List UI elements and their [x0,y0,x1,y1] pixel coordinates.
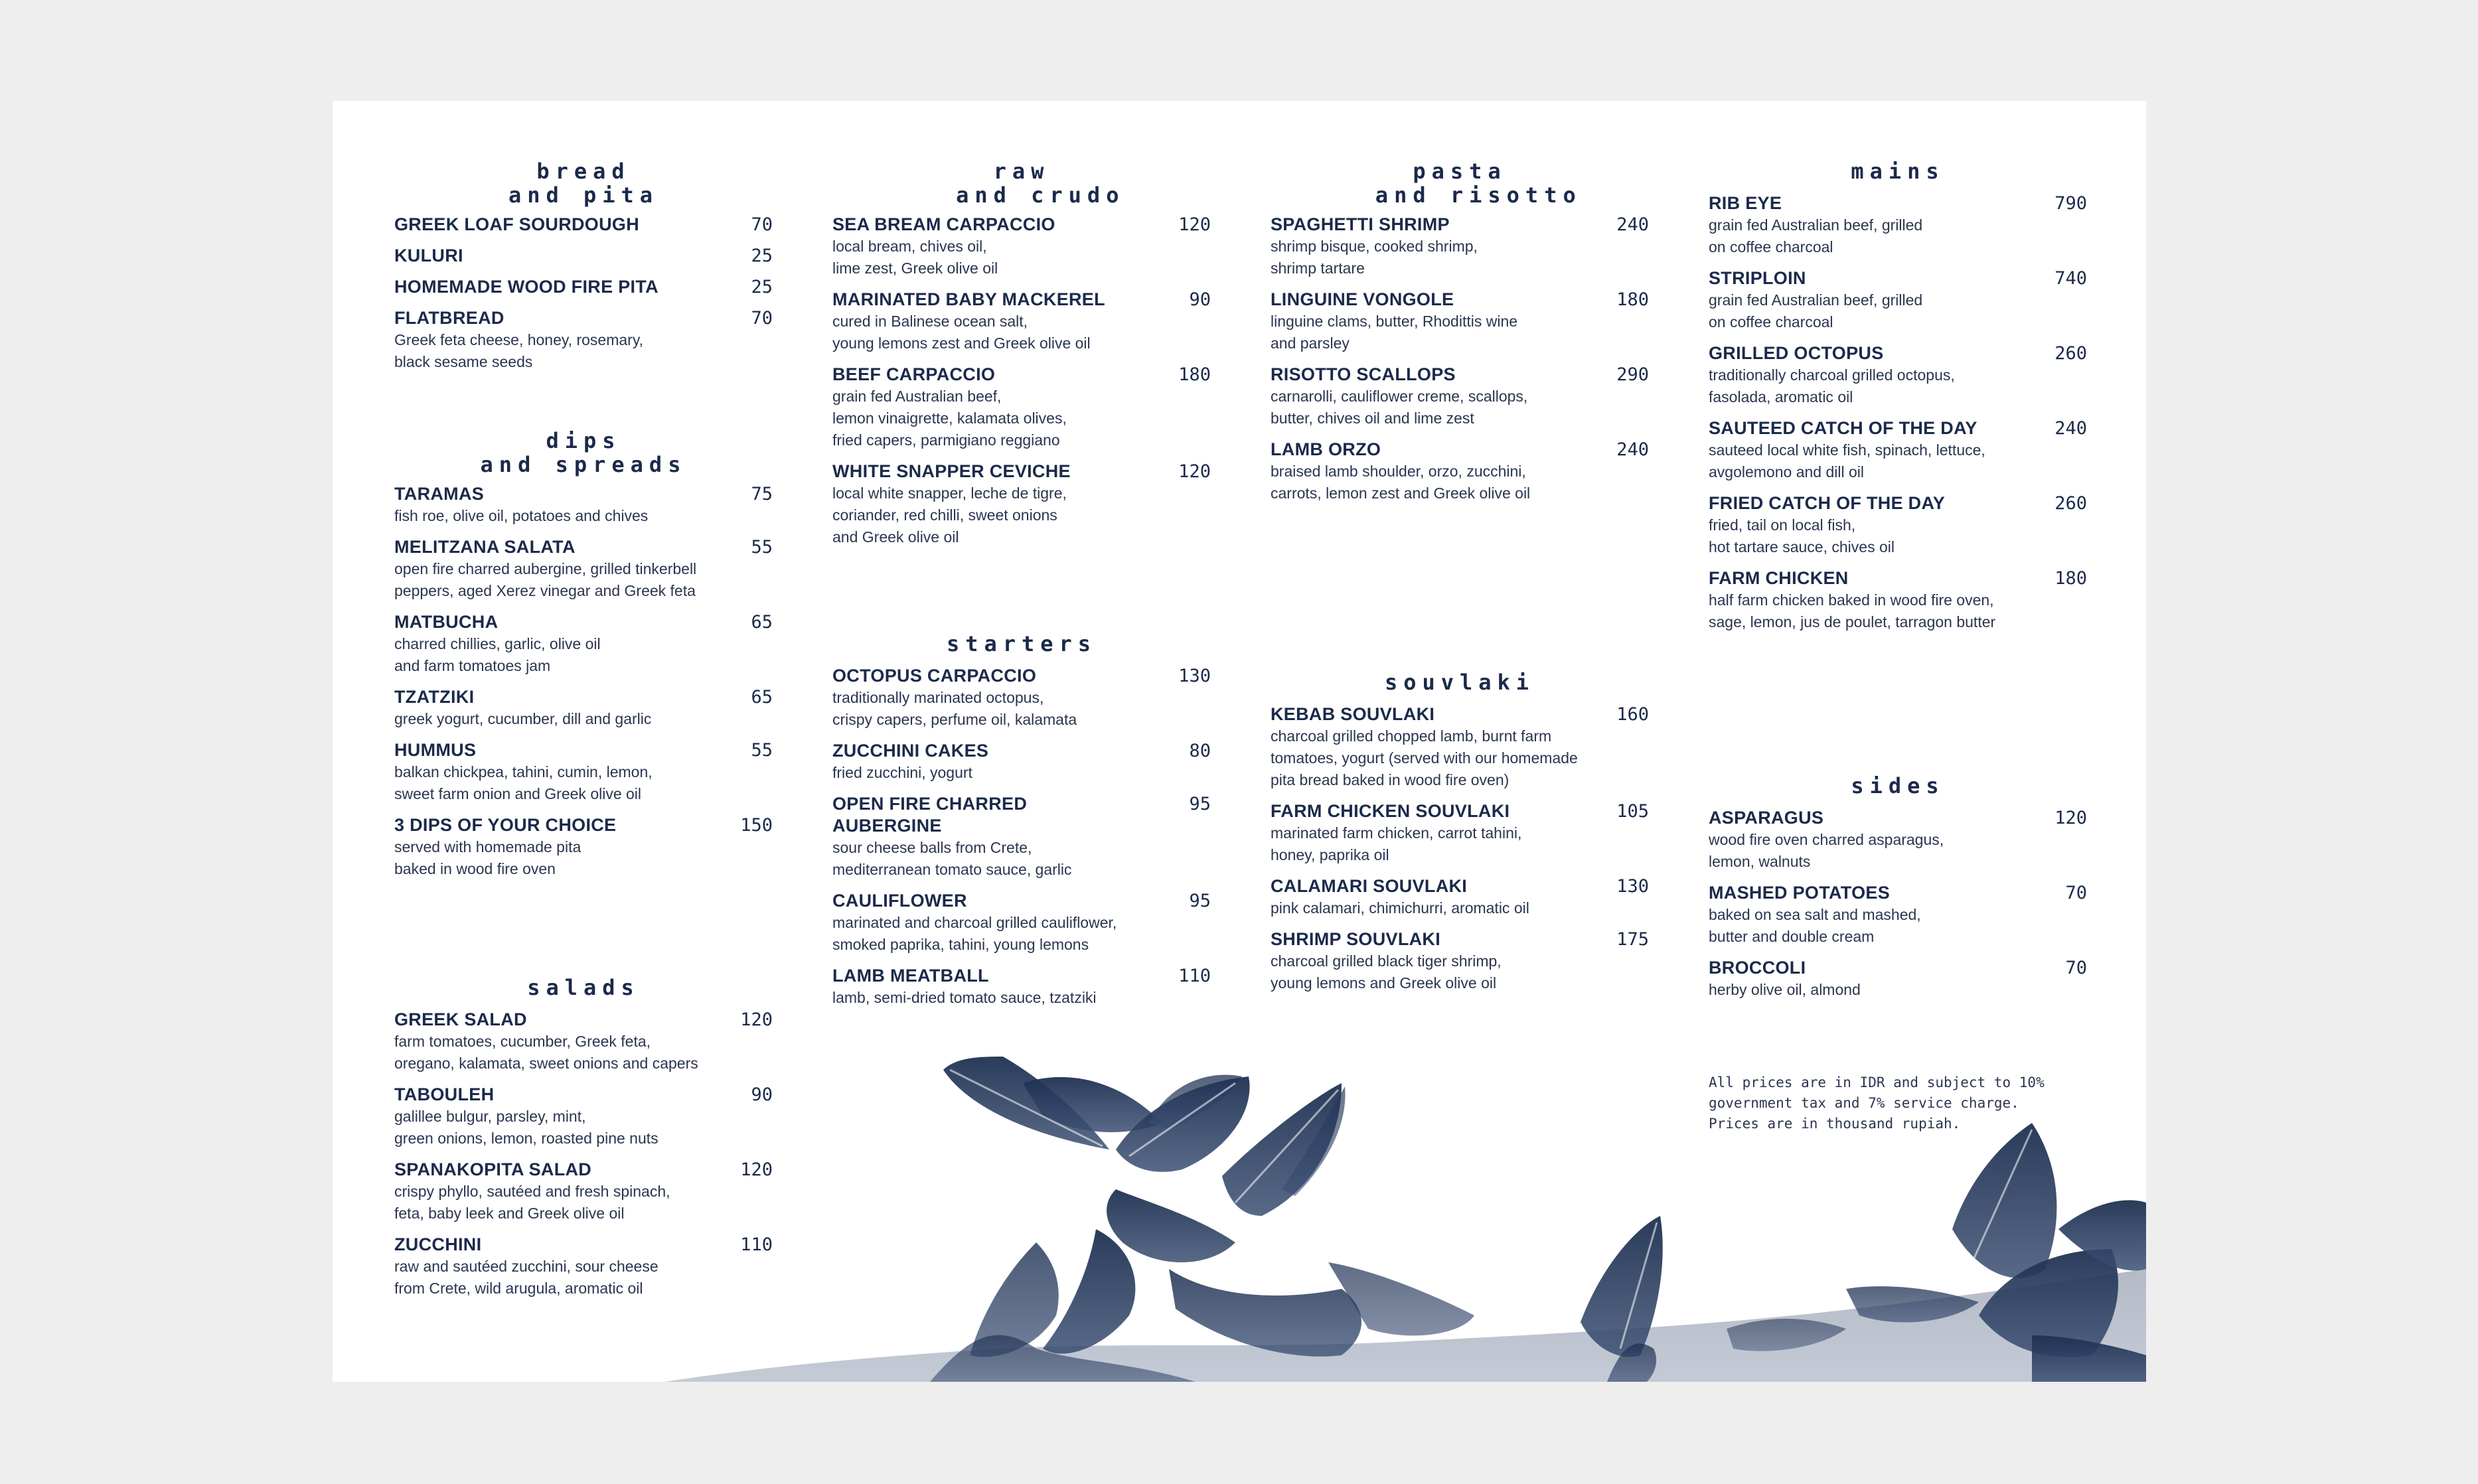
item-price: 240 [2054,418,2087,439]
menu-item [1271,928,1649,994]
section-sides [1709,774,2087,1001]
item-description: balkan chickpea, tahini, cumin, lemon, sweet farm onion and Greek olive oil [394,763,653,802]
item-description: linguine clams, butter, Rhodittis wine and parsley [1271,313,1518,352]
item-name: TZATZIKI [394,687,475,707]
item-description: open fire charred aubergine, grilled tinkerbell peppers, aged Xerez vinegar and Greek feta [394,560,697,599]
item-price: 120 [740,1159,773,1180]
menu-item [832,461,1211,548]
item-description: Greek feta cheese, honey, rosemary, black sesame seeds [394,331,643,370]
item-description: marinated and charcoal grilled cauliflower, smoked paprika, tahini, young lemons [832,914,1117,953]
item-price: 120 [1178,461,1211,482]
item-description: fried, tail on local fish, hot tartare sauce, chives oil [1709,516,1895,556]
section-title: salads [527,975,640,1000]
item-price: 120 [2054,808,2087,828]
section-raw-and-crudo [832,159,1211,548]
section-souvlaki [1271,670,1649,994]
section-pasta-and-risotto [1271,159,1649,504]
item-name: SHRIMP SOUVLAKI [1271,929,1441,949]
menu-item [832,965,1211,1009]
item-name: SAUTEED CATCH OF THE DAY [1709,418,1977,438]
item-price: 95 [1189,891,1211,911]
item-name: RISOTTO SCALLOPS [1271,364,1456,384]
menu-item [1709,342,2087,408]
menu-item [394,214,773,236]
item-price: 90 [1189,289,1211,310]
item-price: 240 [1616,214,1649,235]
item-name: FARM CHICKEN [1709,568,1849,588]
item-description: greek yogurt, cucumber, dill and garlic [394,710,652,727]
item-description: cured in Balinese ocean salt, young lemons zest and Greek olive oil [832,313,1091,352]
menu-item [1271,875,1649,919]
item-description: sour cheese balls from Crete, mediterranean tomato sauce, garlic [832,839,1072,878]
item-description: charcoal grilled black tiger shrimp, young lemons and Greek olive oil [1271,952,1502,992]
menu-item [1709,267,2087,333]
item-name: SPANAKOPITA SALAD [394,1159,592,1179]
item-price: 260 [2054,493,2087,514]
item-price: 25 [751,246,773,266]
item-description: herby olive oil, almond [1709,981,1861,998]
item-name: TARAMAS [394,484,485,504]
menu-item [1271,214,1649,279]
item-price: 160 [1616,704,1649,725]
menu-item [832,214,1211,279]
item-description: charred chillies, garlic, olive oil and farm tomatoes jam [394,635,601,674]
section-bread-and-pita [394,159,773,373]
item-price: 110 [1178,966,1211,986]
item-name: FLATBREAD [394,308,504,328]
item-name: KEBAB SOUVLAKI [1271,704,1435,724]
item-price: 180 [1616,289,1649,310]
item-name: GRILLED OCTOPUS [1709,343,1884,363]
item-description: wood fire oven charred asparagus, lemon, walnuts [1709,831,1944,870]
menu-page [333,101,2146,1382]
item-description: shrimp bisque, cooked shrimp, shrimp tartare [1271,238,1478,277]
item-name: GREEK LOAF SOURDOUGH [394,214,640,234]
menu-item [832,793,1211,881]
menu-item [832,364,1211,451]
item-price: 55 [751,740,773,761]
item-name: MELITZANA SALATA [394,537,576,557]
item-price: 740 [2054,268,2087,289]
item-description: served with homemade pita baked in wood fire oven [394,838,581,877]
item-description: fish roe, olive oil, potatoes and chives [394,507,649,524]
item-description: lamb, semi-dried tomato sauce, tzatziki [832,989,1097,1006]
section-salads [394,976,773,1299]
item-name: BROCCOLI [1709,958,1806,978]
menu-item [394,483,773,527]
item-name: STRIPLOIN [1709,268,1806,288]
item-price: 65 [751,612,773,632]
item-price: 70 [751,308,773,329]
item-price: 95 [1189,794,1211,814]
item-price: 260 [2054,343,2087,364]
item-price: 120 [740,1009,773,1030]
item-price: 290 [1616,364,1649,385]
item-name: BEEF CARPACCIO [832,364,996,384]
item-price: 240 [1616,439,1649,460]
item-name: LINGUINE VONGOLE [1271,289,1454,309]
item-price: 75 [751,484,773,504]
item-price: 120 [1178,214,1211,235]
section-title: souvlaki [1384,670,1535,695]
item-name: RIB EYE [1709,193,1782,213]
menu-item [1709,417,2087,483]
item-name: ASPARAGUS [1709,808,1824,828]
item-description: traditionally charcoal grilled octopus, fasolada, aromatic oil [1709,366,1955,406]
item-name: ZUCCHINI [394,1234,482,1254]
item-description: half farm chicken baked in wood fire oven, sage, lemon, jus de poulet, tarragon butter [1709,591,1996,631]
item-name: OPEN FIRE CHARRED AUBERGINE [832,794,1028,836]
menu-item [832,740,1211,784]
menu-item [1709,192,2087,258]
menu-item [1271,800,1649,866]
menu-item [1709,567,2087,633]
item-price: 790 [2054,193,2087,214]
item-price: 105 [1616,801,1649,822]
menu-item [832,665,1211,731]
menu-item [394,1084,773,1150]
menu-item [1271,439,1649,504]
item-name: SEA BREAM CARPACCIO [832,214,1055,234]
item-price: 130 [1178,666,1211,686]
item-name: HOMEMADE WOOD FIRE PITA [394,277,658,297]
menu-item [394,611,773,677]
item-price: 90 [751,1084,773,1105]
item-name: LAMB ORZO [1271,439,1381,459]
item-price: 175 [1616,929,1649,950]
menu-item [1271,289,1649,354]
item-name: SPAGHETTI SHRIMP [1271,214,1450,234]
item-description: crispy phyllo, sautéed and fresh spinach, feta, baby leek and Greek olive oil [394,1183,670,1222]
section-title: mains [1851,159,1945,184]
item-name: 3 DIPS OF YOUR CHOICE [394,815,617,835]
section-mains [1709,159,2087,633]
item-description: local bream, chives oil, lime zest, Greek olive oil [832,238,998,277]
item-price: 180 [2054,568,2087,589]
menu-item [394,686,773,730]
section-title: pasta and risotto [1338,159,1582,208]
section-title: dips and spreads [480,428,687,477]
section-title: sides [1851,773,1945,798]
item-name: ZUCCHINI CAKES [832,741,989,761]
item-name: CAULIFLOWER [832,891,967,911]
menu-item [394,1234,773,1299]
item-description: braised lamb shoulder, orzo, zucchini, carrots, lemon zest and Greek olive oil [1271,463,1531,502]
menu-item [394,536,773,602]
menu-item [1709,492,2087,558]
menu-item [394,245,773,267]
menu-item [1271,364,1649,429]
menu-item [394,307,773,373]
item-price: 180 [1178,364,1211,385]
price-footnote: All prices are in IDR and subject to 10% government tax and 7% service charge. Prices are in thousand rupiah. [1709,1075,2045,1132]
menu-item [394,276,773,298]
item-description: grain fed Australian beef, grilled on coffee charcoal [1709,216,1923,256]
item-name: HUMMUS [394,740,477,760]
item-description: grain fed Australian beef, grilled on coffee charcoal [1709,291,1923,331]
section-title: starters [946,631,1097,656]
section-starters [832,632,1211,1009]
item-price: 65 [751,687,773,707]
item-name: OCTOPUS CARPACCIO [832,666,1037,686]
item-name: KULURI [394,246,463,265]
item-description: fried zucchini, yogurt [832,764,972,781]
menu-item [1271,704,1649,791]
item-name: CALAMARI SOUVLAKI [1271,876,1468,896]
menu-item [1709,882,2087,948]
item-name: FRIED CATCH OF THE DAY [1709,493,1946,513]
item-description: sauteed local white fish, spinach, lettuce, avgolemono and dill oil [1709,441,1985,481]
section-dips-and-spreads [394,429,773,880]
item-description: raw and sautéed zucchini, sour cheese from Crete, wild arugula, aromatic oil [394,1258,658,1297]
menu-item [832,890,1211,956]
item-price: 25 [751,277,773,297]
item-description: traditionally marinated octopus, crispy capers, perfume oil, kalamata [832,689,1077,728]
item-price: 70 [2065,958,2087,978]
menu-item [832,289,1211,354]
item-price: 110 [740,1234,773,1255]
menu-item [394,1009,773,1075]
item-description: local white snapper, leche de tigre, coriander, red chilli, sweet onions and Greek olive oil [832,484,1067,546]
menu-item [1709,957,2087,1001]
item-name: MASHED POTATOES [1709,883,1891,903]
item-name: MATBUCHA [394,612,499,632]
item-description: pink calamari, chimichurri, aromatic oil [1271,899,1529,917]
item-name: FARM CHICKEN SOUVLAKI [1271,801,1510,821]
section-title: bread and pita [508,159,659,208]
section-title: raw and crudo [918,159,1125,208]
menu-item [394,739,773,805]
item-description: carnarolli, cauliflower creme, scallops, butter, chives oil and lime zest [1271,388,1528,427]
menu-item [394,814,773,880]
item-price: 80 [1189,741,1211,761]
item-price: 130 [1616,876,1649,897]
menu-item [394,1159,773,1224]
item-price: 150 [740,815,773,836]
item-name: LAMB MEATBALL [832,966,989,986]
item-description: marinated farm chicken, carrot tahini, honey, paprika oil [1271,824,1522,863]
item-description: galillee bulgur, parsley, mint, green onions, lemon, roasted pine nuts [394,1108,658,1147]
item-description: farm tomatoes, cucumber, Greek feta, oregano, kalamata, sweet onions and capers [394,1033,698,1072]
item-name: MARINATED BABY MACKEREL [832,289,1105,309]
item-description: baked on sea salt and mashed, butter and double cream [1709,906,1921,945]
item-description: charcoal grilled chopped lamb, burnt farm tomatoes, yogurt (served with our homemade pita bread baked in wood fire oven) [1271,727,1578,788]
item-price: 70 [751,214,773,235]
item-name: TABOULEH [394,1084,495,1104]
item-name: GREEK SALAD [394,1009,527,1029]
item-price: 55 [751,537,773,557]
item-name: WHITE SNAPPER CEVICHE [832,461,1071,481]
menu-item [1709,807,2087,873]
item-price: 70 [2065,883,2087,903]
item-description: grain fed Australian beef, lemon vinaigrette, kalamata olives, fried capers, parmigiano reggiano [832,388,1067,449]
